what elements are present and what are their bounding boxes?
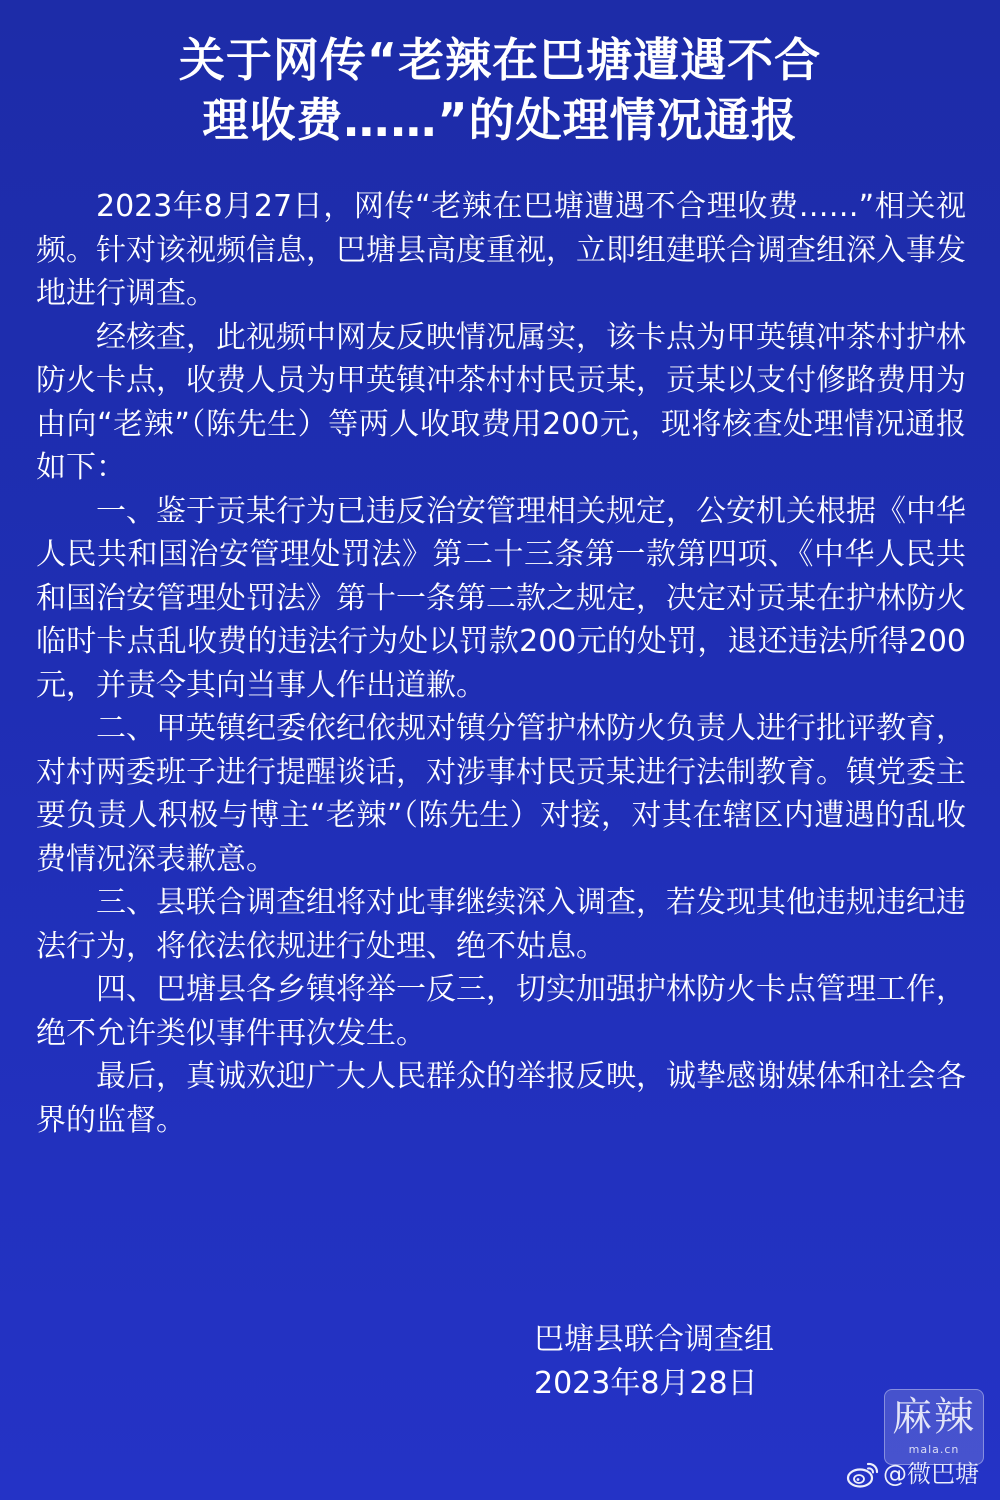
paragraph-closing: 最后，真诚欢迎广大人民群众的举报反映，诚挚感谢媒体和社会各界的监督。 [36, 1059, 966, 1138]
title-line-1: 关于网传“老辣在巴塘遭遇不合 [178, 33, 822, 87]
logo-text: 麻辣 [892, 1394, 976, 1440]
source-handle: @微巴塘 [883, 1460, 979, 1488]
issuer-name: 巴塘县联合调查组 [534, 1322, 774, 1357]
title-line-2: 理收费……”的处理情况通报 [202, 93, 798, 147]
notice-title [40, 30, 960, 150]
mala-logo-watermark [884, 1389, 984, 1465]
paragraph-item-4: 四、巴塘县各乡镇将举一反三，切实加强护林防火卡点管理工作，绝不允许类似事件再次发生。 [36, 972, 966, 1051]
issue-date: 2023年8月28日 [534, 1366, 758, 1401]
weibo-source-watermark [846, 1456, 996, 1492]
logo-url: mala.cn [908, 1443, 960, 1456]
weibo-icon [846, 1459, 880, 1489]
paragraph-item-3: 三、县联合调查组将对此事继续深入调查，若发现其他违规违纪违法行为，将依法依规进行处理、绝不姑息。 [36, 885, 966, 964]
paragraph-intro: 2023年8月27日，网传“老辣在巴塘遭遇不合理收费……”相关视频。针对该视频信息，巴塘县高度重视，立即组建联合调查组深入事发地进行调查。 [36, 189, 966, 311]
notice-body [36, 185, 966, 1142]
paragraph-findings: 经核查，此视频中网友反映情况属实，该卡点为甲英镇冲茶村护林防火卡点，收费人员为甲英镇冲茶村村民贡某，贡某以支付修路费用为由向“老辣”（陈先生）等两人收取费用200元，现将核查处理情况通报如下： [36, 319, 966, 485]
paragraph-item-1: 一、鉴于贡某行为已违反治安管理相关规定，公安机关根据《中华人民共和国治安管理处罚法》第二十三条第一款第四项、《中华人民共和国治安管理处罚法》第十一条第二款之规定，决定对贡某在护林防火临时卡点乱收费的违法行为处以罚款200元的处罚，退还违法所得200元，并责令其向当事人作出道歉。 [36, 493, 966, 703]
paragraph-item-2: 二、甲英镇纪委依纪依规对镇分管护林防火负责人进行批评教育，对村两委班子进行提醒谈话，对涉事村民贡某进行法制教育。镇党委主要负责人积极与博主“老辣”（陈先生）对接，对其在辖区内遭遇的乱收费情况深表歉意。 [36, 711, 966, 877]
